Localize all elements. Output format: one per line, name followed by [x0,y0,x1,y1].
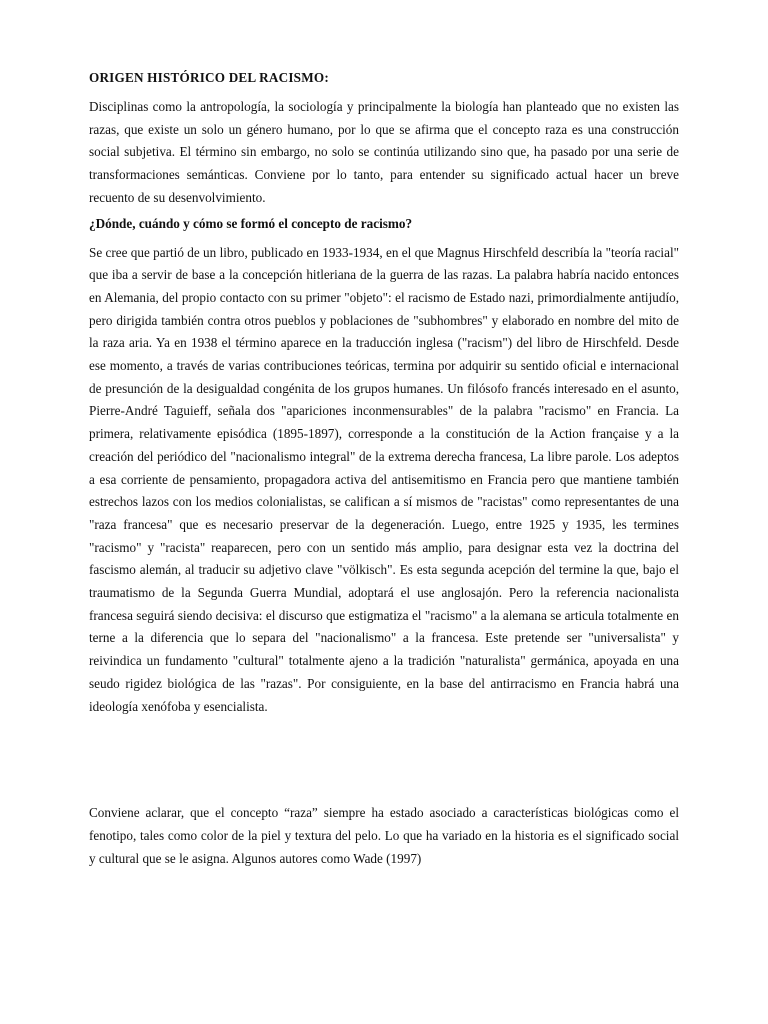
document-title: ORIGEN HISTÓRICO DEL RACISMO: [89,70,329,85]
intro-paragraph: Disciplinas como la antropología, la sociología y principalmente la biología han planteado que no existen las razas, que existe un solo un género humano, por lo que se afirma que el concepto raza es una construcción social subjetiva. El término sin embargo, no solo se continúa utilizando sino que, ha pasado por una serie de transformaciones semánticas. Conviene por lo tanto, para entender su significado actual hacer un breve recuento de su desenvolvimiento. [89,99,679,205]
race-concept-paragraph: Conviene aclarar, que el concepto “raza” siempre ha estado asociado a características biológicas como el fenotipo, tales como color de la piel y textura del pelo. Lo que ha variado en la historia es el significado social y cultural que se le asigna. Algunos autores como Wade (1997) [89,805,679,866]
history-paragraph: Se cree que partió de un libro, publicado en 1933-1934, en el que Magnus Hirschfeld describía la "teoría racial" que iba a servir de base a la concepción hitleriana de la guerra de las razas. La palabra habría nacido entonces en Alemania, del propio contacto con su primer "objeto": el racismo de Estado nazi, primordialmente antijudío, pero dirigida también contra otros pueblos y poblaciones de "subhombres" y elaborado en nombre del mito de la raza aria. Ya en 1938 el término aparece en la traducción inglesa ("racism") del libro de Hirschfeld. Desde ese momento, a través de varias contribuciones teóricas, termina por adquirir su sentido oficial e internacional de presunción de la desigualdad congénita de los grupos humanes. Un filósofo francés interesado en el asunto, Pierre-André Taguieff, señala dos "apariciones inconmensurables" de la palabra "racismo" en Francia. La primera, relativamente episódica (1895-1897), corresponde a la constitución de la Action française y a la creación del periódico del "nacionalismo integral" de la extrema derecha francesa, La libre parole. Los adeptos a esa corriente de pensamiento, propagadora activa del antisemitismo en Francia pero que mantiene también estrechos lazos con los medios colonialistas, se califican a sí mismos de "racistas" como representantes de una "raza francesa" que es necesario preservar de la degeneración. Luego, entre 1925 y 1935, les termines "racismo" y "racista" reaparecen, pero con un sentido más amplio, para designar esta vez la doctrina del fascismo alemán, al traducir su adjetivo clave "völkisch". Es esta segunda acepción del termine la que, bajo el traumatismo de la Segunda Guerra Mundial, adoptará el use anglosajón. Pero la referencia nacionalista francesa seguirá siendo decisiva: el discurso que estigmatiza el "racismo" a la alemana se articula totalmente en terne a la diferencia que lo separa del "nacionalismo" a la francesa. Este pretende ser "universalista" y reivindica un fundamento "cultural" totalmente ajeno a la tradición "naturalista" germánica, apoyada en una seudo rigidez biológica de las "razas". Por consiguiente, en la base del antirracismo en Francia habrá una ideología xenófoba y esencialista. [89,244,679,714]
section-subtitle: ¿Dónde, cuándo y cómo se formó el concepto de racismo? [89,215,413,231]
